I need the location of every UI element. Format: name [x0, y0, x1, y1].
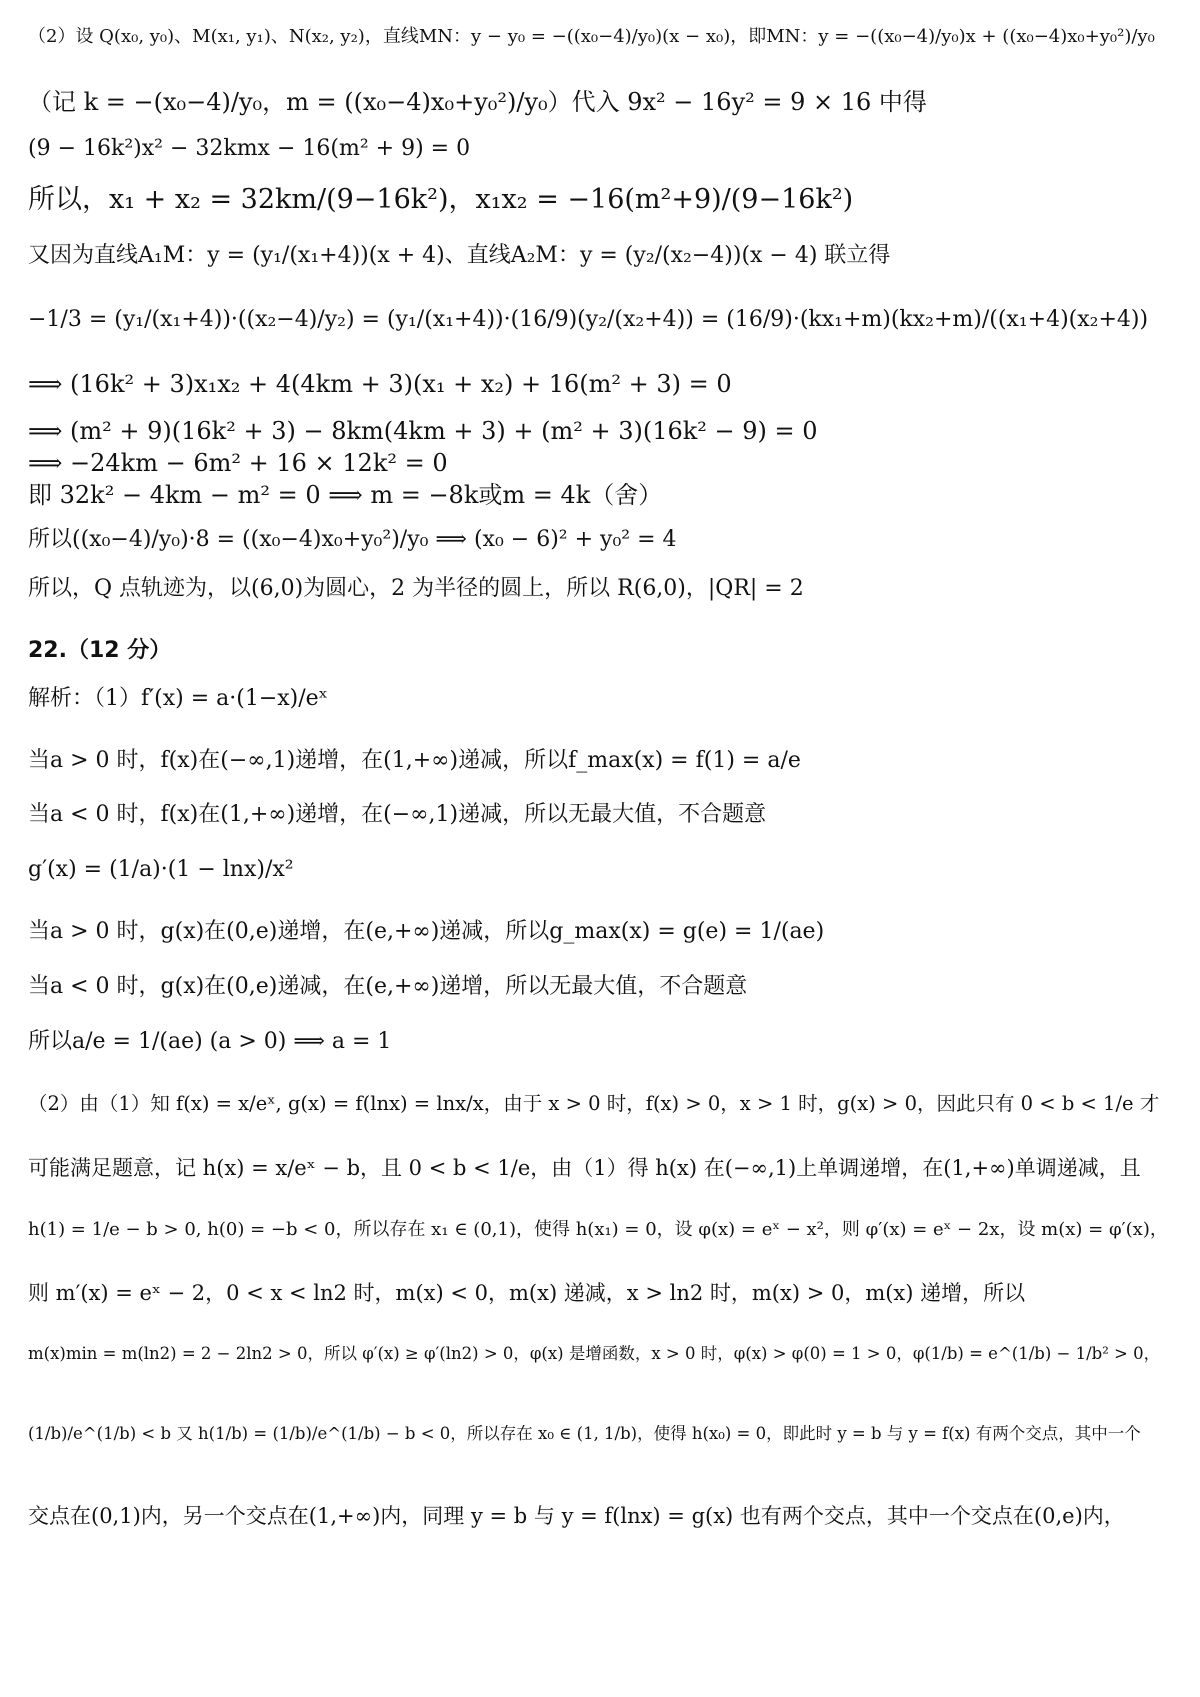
text-line: 当a > 0 时，f(x)在(−∞,1)递增，在(1,+∞)递减，所以f_max(x) = f(1) = a/e [28, 748, 801, 773]
text-line: （2）设 Q(x₀, y₀)、M(x₁, y₁)、N(x₂, y₂)，直线MN：y − y₀ = −((x₀−4)/y₀)(x − x₀)，即MN：y = −((x₀−4)/y₀)x + ((x₀−4)x₀+y₀²)/y₀ [28, 26, 1155, 47]
text-line: ⟹ −24km − 6m² + 16 × 12k² = 0 [28, 449, 448, 477]
text-line: (1/b)/e^(1/b) < b 又 h(1/b) = (1/b)/e^(1/b) − b < 0，所以存在 x₀ ∈ (1, 1/b)，使得 h(x₀) = 0，即此时 y = b 与 y = f(x) 有两个交点，其中一个 [28, 1424, 1141, 1443]
text-line: 交点在(0,1)内，另一个交点在(1,+∞)内，同理 y = b 与 y = f(lnx) = g(x) 也有两个交点，其中一个交点在(0,e)内， [28, 1504, 1125, 1528]
text-line: 所以((x₀−4)/y₀)·8 = ((x₀−4)x₀+y₀²)/y₀ ⟹ (x₀ − 6)² + y₀² = 4 [28, 527, 677, 552]
text-line: （记 k = −(x₀−4)/y₀，m = ((x₀−4)x₀+y₀²)/y₀）代入 9x² − 16y² = 9 × 16 中得 [28, 88, 927, 116]
text-line: 当a < 0 时，f(x)在(1,+∞)递增，在(−∞,1)递减，所以无最大值，不合题意 [28, 802, 767, 827]
text-line: （2）由（1）知 f(x) = x/eˣ, g(x) = f(lnx) = lnx/x，由于 x > 0 时，f(x) > 0，x > 1 时，g(x) > 0，因此只有 0 < b < 1/e 才 [28, 1092, 1160, 1115]
question-heading: 22.（12 分） [28, 638, 172, 663]
text-line: ⟹ (m² + 9)(16k² + 3) − 8km(4km + 3) + (m² + 3)(16k² − 9) = 0 [28, 417, 818, 445]
text-line: 所以，Q 点轨迹为，以(6,0)为圆心，2 为半径的圆上，所以 R(6,0)，|QR| = 2 [28, 576, 804, 601]
text-line: h(1) = 1/e − b > 0, h(0) = −b < 0，所以存在 x₁ ∈ (0,1)，使得 h(x₁) = 0，设 φ(x) = eˣ − x²，则 φ′(x) = eˣ − 2x，设 m(x) = φ′(x)， [28, 1219, 1168, 1240]
text-line: 当a < 0 时，g(x)在(0,e)递减，在(e,+∞)递增，所以无最大值，不合题意 [28, 974, 748, 999]
text-line: 又因为直线A₁M：y = (y₁/(x₁+4))(x + 4)、直线A₂M：y = (y₂/(x₂−4))(x − 4) 联立得 [28, 243, 891, 268]
text-line: (9 − 16k²)x² − 32kmx − 16(m² + 9) = 0 [28, 136, 471, 161]
text-line: 所以，x₁ + x₂ = 32km/(9−16k²)，x₁x₂ = −16(m²+9)/(9−16k²) [28, 184, 854, 215]
text-line: −1/3 = (y₁/(x₁+4))·((x₂−4)/y₂) = (y₁/(x₁+4))·(16/9)(y₂/(x₂+4)) = (16/9)·(kx₁+m)(kx₂+m)/((x₁+4)(x₂+4)) [28, 307, 1149, 332]
text-line: 所以a/e = 1/(ae) (a > 0) ⟹ a = 1 [28, 1029, 392, 1054]
text-line: ⟹ (16k² + 3)x₁x₂ + 4(4km + 3)(x₁ + x₂) + 16(m² + 3) = 0 [28, 370, 732, 398]
text-line: 可能满足题意，记 h(x) = x/eˣ − b，且 0 < b < 1/e，由（1）得 h(x) 在(−∞,1)上单调递增，在(1,+∞)单调递减，且 [28, 1156, 1141, 1180]
text-line: 则 m′(x) = eˣ − 2，0 < x < ln2 时，m(x) < 0，m(x) 递减，x > ln2 时，m(x) > 0，m(x) 递增，所以 [28, 1281, 1026, 1305]
text-line: 解析：（1）f′(x) = a·(1−x)/eˣ [28, 686, 328, 711]
text-line: 当a > 0 时，g(x)在(0,e)递增，在(e,+∞)递减，所以g_max(x) = g(e) = 1/(ae) [28, 919, 825, 944]
text-line: 即 32k² − 4km − m² = 0 ⟹ m = −8k或m = 4k（舍） [28, 481, 663, 509]
text-line: g′(x) = (1/a)·(1 − lnx)/x² [28, 857, 294, 882]
text-line: m(x)min = m(ln2) = 2 − 2ln2 > 0，所以 φ′(x) ≥ φ′(ln2) > 0，φ(x) 是增函数，x > 0 时，φ(x) > φ(0) = 1 > 0，φ(1/b) = e^(1/b) − 1/b² > 0， [28, 1344, 1161, 1363]
